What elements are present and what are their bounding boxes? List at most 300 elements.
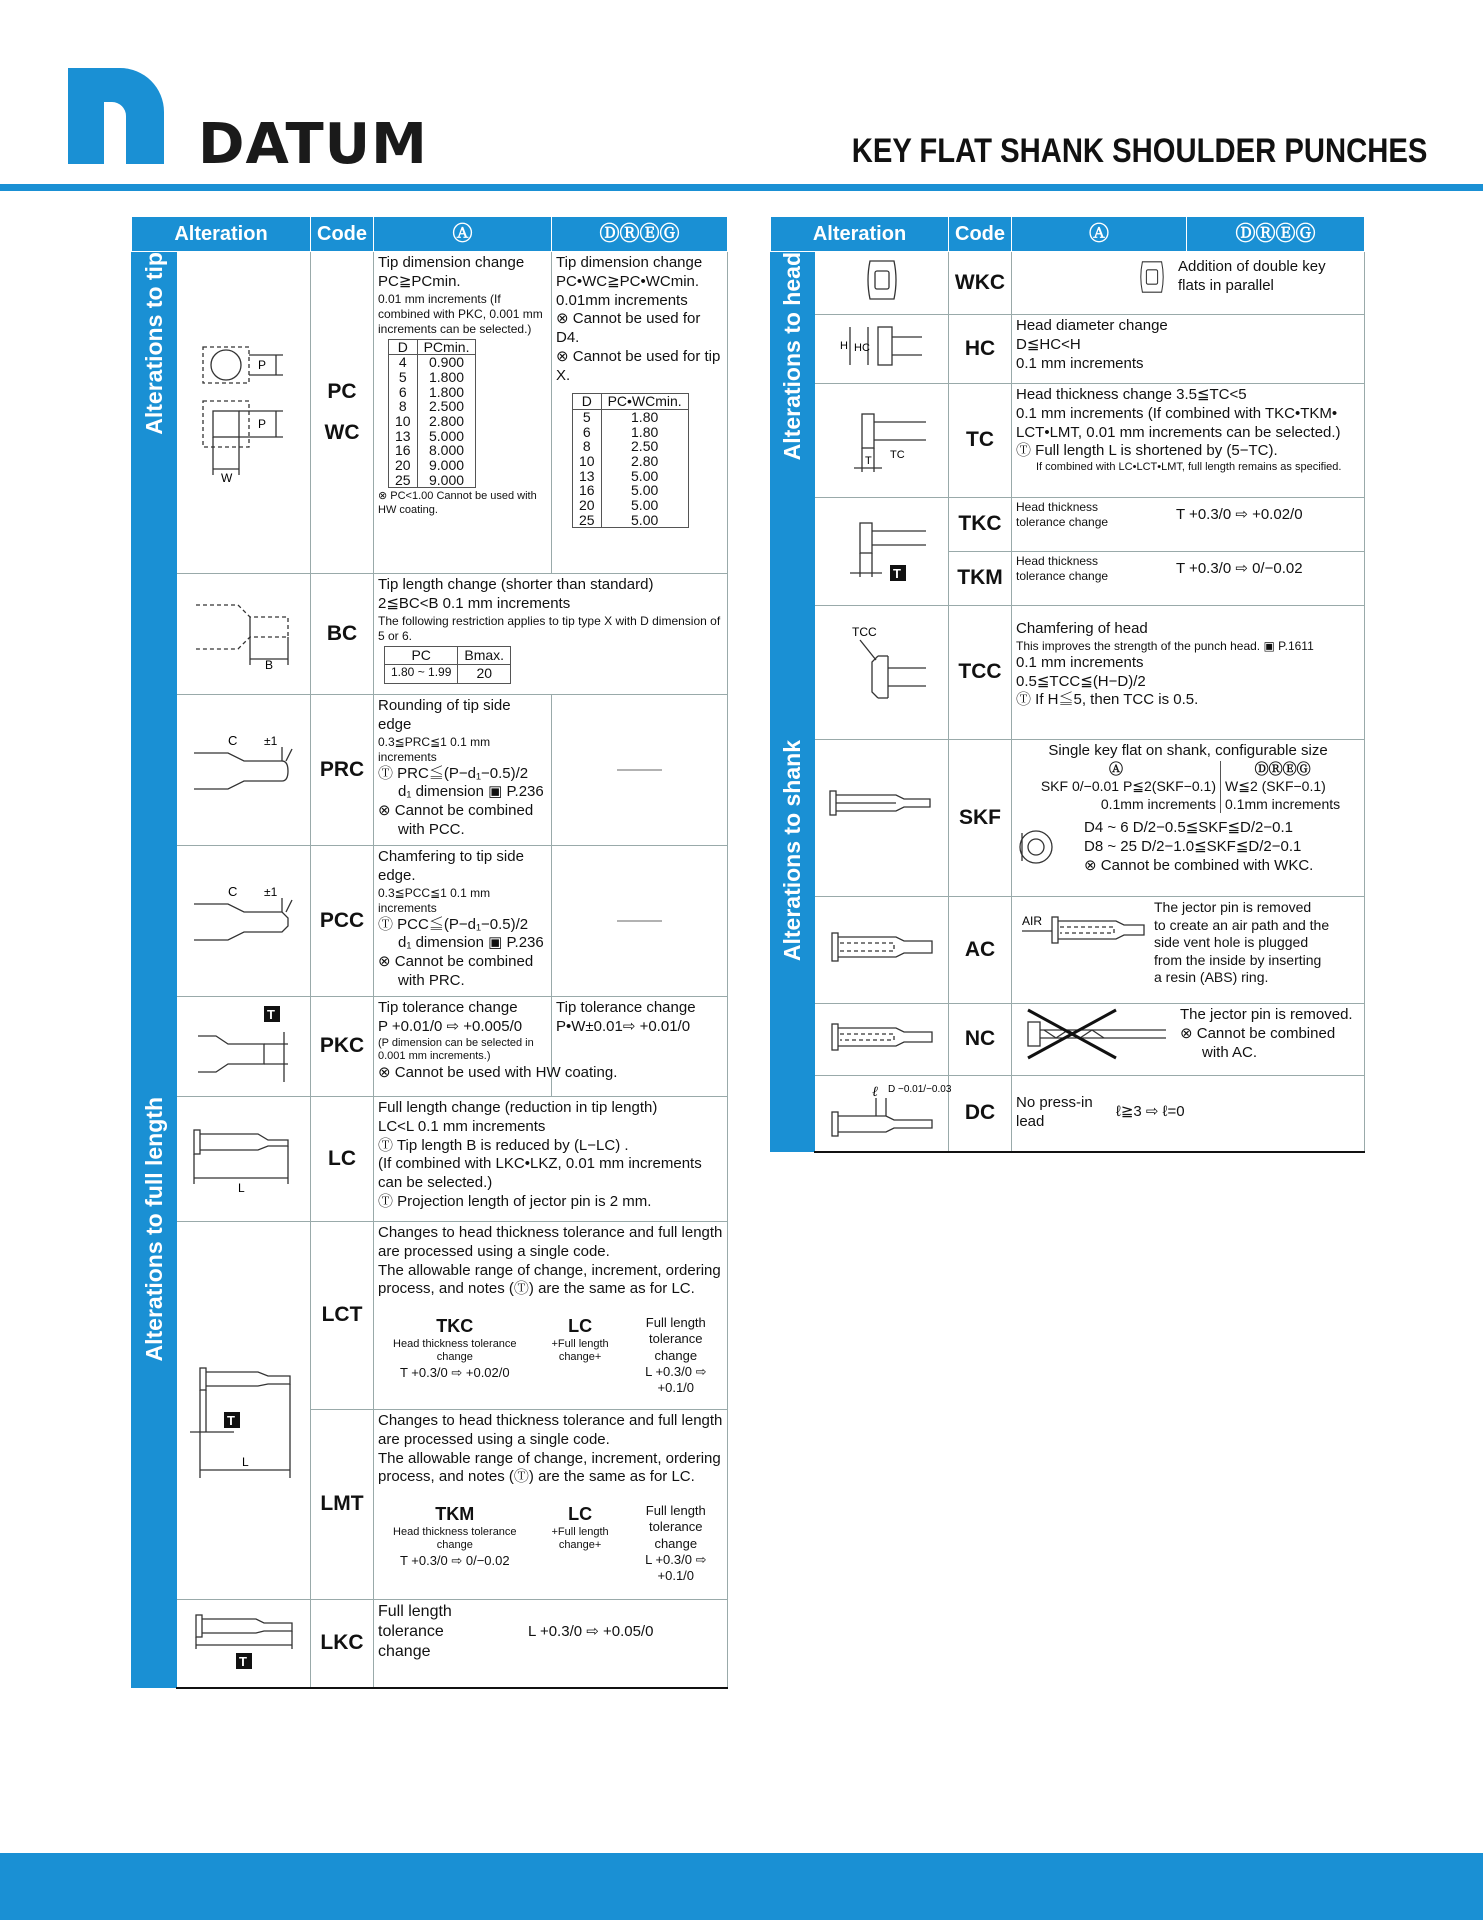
row-lkc bbox=[132, 1600, 728, 1688]
bc-table bbox=[384, 646, 511, 684]
pcwcmin-v-6: 5.00 bbox=[631, 497, 659, 514]
code-skf: SKF bbox=[949, 740, 1012, 897]
ac-line-4: from the inside by inserting bbox=[1154, 951, 1322, 968]
code-lc: LC bbox=[311, 1097, 374, 1222]
code-lkc: LKC bbox=[311, 1600, 374, 1688]
lc-line-2: LC<L 0.1 mm increments bbox=[378, 1117, 546, 1135]
pkc-col-b bbox=[552, 997, 728, 1097]
row-skf bbox=[771, 740, 1365, 897]
lct-line-4: process, and notes (Ⓣ) are the same as for LC. bbox=[378, 1280, 695, 1298]
pcmin-v-4: 2.800 bbox=[429, 412, 465, 429]
tkc-label bbox=[1016, 500, 1176, 530]
tkm-label bbox=[1016, 554, 1176, 584]
nc-line-3: with AC. bbox=[1202, 1043, 1258, 1061]
header-col-a-r: Ⓐ bbox=[1012, 217, 1187, 252]
pcc-small: 0.3≦PCC≦1 0.1 mm increments bbox=[378, 885, 491, 915]
fig-label-p: P bbox=[257, 357, 266, 372]
skf-col-a bbox=[1016, 761, 1221, 814]
tkc-value: T +0.3/0 ⇨ +0.02/0 bbox=[1176, 505, 1303, 523]
fig-label-c: C bbox=[227, 733, 237, 749]
tcc-figure bbox=[815, 606, 949, 740]
code-pkc: PKC bbox=[311, 997, 374, 1097]
row-wkc bbox=[771, 252, 1365, 315]
datum-logo-icon bbox=[68, 68, 164, 164]
row-bc bbox=[132, 574, 728, 695]
row-dc bbox=[771, 1076, 1365, 1152]
header-col-a: Ⓐ bbox=[374, 217, 552, 252]
skf-line-2: D8 ~ 25 D/2−1.0≦SKF≦D/2−0.1 bbox=[1084, 838, 1302, 855]
tkc-description bbox=[1012, 498, 1365, 552]
prc-line-2: Ⓣ PRC≦(P−d₁−0.5)/2 bbox=[378, 764, 529, 782]
pkc-a-line-1: Tip tolerance change bbox=[378, 999, 518, 1016]
head-tolerance-icon bbox=[832, 509, 932, 589]
pcmin-d-1: 5 bbox=[398, 368, 407, 385]
pc-wc-figure bbox=[177, 252, 311, 574]
row-lct bbox=[132, 1222, 728, 1410]
code-prc: PRC bbox=[311, 695, 374, 846]
lmt-description bbox=[374, 1410, 728, 1600]
lmt-part-tkm bbox=[378, 1503, 532, 1584]
pcwcmin-d-3: 10 bbox=[579, 453, 595, 469]
section-tip-bar bbox=[132, 252, 177, 1097]
air-vent-punch-icon bbox=[826, 917, 938, 977]
pcwcmin-d-2: 8 bbox=[582, 438, 591, 455]
header-rule bbox=[0, 184, 1483, 191]
section-tip-label: Alterations to tip bbox=[140, 252, 167, 435]
pcmin-d-2: 6 bbox=[398, 383, 407, 400]
fig-label-t: T bbox=[266, 1006, 275, 1022]
tcc-small: This improves the strength of the punch head. ▣ P.1611 bbox=[1016, 638, 1314, 653]
tkm-value: T +0.3/0 ⇨ 0/−0.02 bbox=[1176, 559, 1303, 577]
pcmin-head-v: PCmin. bbox=[417, 339, 476, 355]
fig-label-h: H bbox=[839, 340, 848, 353]
lkc-line-3: change bbox=[378, 1643, 431, 1660]
lct-lmt-figure bbox=[177, 1222, 311, 1600]
pcc-line-1: Chamfering to tip side edge. bbox=[378, 848, 524, 884]
jector-removed-icon bbox=[1016, 1006, 1176, 1062]
lct-k1-sub: Head thickness tolerance change bbox=[393, 1337, 517, 1364]
tc-line-4: Ⓣ Full length L is shortened by (5−TC). bbox=[1016, 442, 1278, 460]
tc-line-3: LCT•LMT, 0.01 mm increments can be selected.) bbox=[1016, 423, 1341, 441]
head-thickness-icon bbox=[832, 398, 932, 478]
pcc-line-5: with PRC. bbox=[398, 971, 465, 989]
prc-line-5: with PCC. bbox=[398, 820, 465, 838]
rounded-tip-punch-icon bbox=[188, 727, 300, 807]
lkc-line-1: Full length bbox=[378, 1603, 452, 1620]
pc-a-small-1: 0.01 mm increments (If bbox=[378, 291, 501, 306]
row-pc-wc bbox=[132, 252, 728, 574]
section-full-length-label: Alterations to full length bbox=[140, 1097, 167, 1362]
code-lct: LCT bbox=[311, 1222, 374, 1410]
fig-label-d: D −0.01/−0.03 bbox=[887, 1084, 951, 1096]
punch-tip-length-icon bbox=[188, 591, 300, 671]
lkc-figure bbox=[177, 1600, 311, 1688]
skf-col-b bbox=[1221, 761, 1340, 814]
lc-line-1: Full length change (reduction in tip length) bbox=[378, 1099, 658, 1116]
pcwcmin-v-3: 2.80 bbox=[631, 453, 659, 469]
code-ac: AC bbox=[949, 897, 1012, 1004]
tkm-description bbox=[1012, 552, 1365, 606]
row-nc bbox=[771, 1004, 1365, 1076]
bc-cell-bmax: 20 bbox=[458, 665, 511, 684]
fig-label-c2: C bbox=[227, 884, 237, 900]
wkc-figure bbox=[815, 252, 949, 315]
fig-label-t5: T bbox=[892, 565, 901, 581]
pcwcmin-d-6: 20 bbox=[579, 497, 595, 514]
skf-line-3: ⊗ Cannot be combined with WKC. bbox=[1084, 856, 1314, 874]
tcc-line-4: Ⓣ If H≦5, then TCC is 0.5. bbox=[1016, 691, 1199, 709]
lc-line-3: Ⓣ Tip length B is reduced by (L−LC) . bbox=[378, 1136, 629, 1154]
left-header-row bbox=[132, 217, 728, 252]
lct-part-ltol bbox=[629, 1315, 723, 1396]
ac-description bbox=[1012, 897, 1365, 1004]
lct-k3-sub: Full length tolerance change bbox=[645, 1315, 706, 1363]
footer-bar bbox=[0, 1853, 1483, 1920]
lkc-label bbox=[378, 1602, 528, 1662]
pcc-line-3: d₁ dimension ▣ P.236 bbox=[398, 934, 544, 952]
header-alteration-r: Alteration bbox=[771, 217, 949, 252]
header-col-b-r: ⒹⓇⒺⒼ bbox=[1187, 217, 1365, 252]
code-wc: WC bbox=[324, 420, 360, 444]
pcwcmin-rows bbox=[573, 409, 689, 528]
lmt-part-ltol bbox=[629, 1503, 723, 1584]
pc-b-line-4: ⊗ Cannot be used for D4. bbox=[556, 310, 701, 346]
dc-figure bbox=[815, 1076, 949, 1152]
pcc-figure bbox=[177, 846, 311, 997]
lc-figure bbox=[177, 1097, 311, 1222]
tcc-line-2: 0.1 mm increments bbox=[1016, 653, 1144, 671]
hc-line-1: Head diameter change bbox=[1016, 317, 1168, 334]
pcmin-d-4: 10 bbox=[395, 412, 411, 429]
lmt-k2-sub: +Full length change+ bbox=[551, 1525, 609, 1552]
lct-k1: TKC bbox=[436, 1316, 474, 1336]
code-pcc: PCC bbox=[311, 846, 374, 997]
skf-col-b-head: ⒹⓇⒺⒼ bbox=[1254, 760, 1311, 777]
fig-label-t2: T bbox=[226, 1412, 235, 1428]
pcwcmin-v-2: 2.50 bbox=[631, 438, 659, 455]
hc-description bbox=[1012, 315, 1365, 384]
pc-a-note: ⊗ PC<1.00 Cannot be used with HW coating. bbox=[378, 490, 537, 517]
dc-description bbox=[1012, 1076, 1365, 1152]
fig-label-t3: T bbox=[238, 1654, 247, 1670]
lc-line-5: can be selected.) bbox=[378, 1174, 493, 1191]
code-lmt: LMT bbox=[311, 1410, 374, 1600]
fig-label-t4: T bbox=[864, 454, 872, 467]
lmt-part-lc bbox=[532, 1503, 629, 1584]
skf-a-2: 0.1mm increments bbox=[1100, 795, 1216, 812]
lmt-k3-sub: Full length tolerance change bbox=[645, 1503, 706, 1551]
ac-text bbox=[1154, 899, 1329, 987]
lkc-line-2: tolerance bbox=[378, 1623, 444, 1640]
pkc-col-a bbox=[374, 997, 618, 1097]
tc-small: If combined with LC•LCT•LMT, full length remains as specified. bbox=[1036, 461, 1342, 473]
lct-line-3: The allowable range of change, increment, ordering bbox=[378, 1261, 721, 1279]
row-lc bbox=[132, 1097, 728, 1222]
pc-col-b bbox=[552, 252, 728, 574]
skf-a-1: SKF 0/−0.01 P≦2(SKF−0.1) bbox=[1040, 778, 1216, 795]
lmt-line-1: Changes to head thickness tolerance and full length bbox=[378, 1412, 723, 1429]
double-key-flat-icon bbox=[862, 257, 902, 303]
pkc-figure bbox=[177, 997, 311, 1097]
pcmin-head-d: D bbox=[389, 339, 418, 355]
pcmin-d-0: 4 bbox=[398, 354, 407, 371]
tcc-line-3: 0.5≦TCC≦(H−D)/2 bbox=[1016, 672, 1146, 690]
nc-line-1: The jector pin is removed. bbox=[1180, 1006, 1353, 1023]
lct-part-tkc bbox=[378, 1315, 532, 1396]
code-dc: DC bbox=[949, 1076, 1012, 1152]
code-bc: BC bbox=[311, 574, 374, 695]
pcmin-v-1: 1.800 bbox=[429, 368, 465, 385]
pc-b-line-2: PC•WC≧PC•WCmin. bbox=[556, 272, 700, 290]
row-tcc bbox=[771, 606, 1365, 740]
ac-line-2: to create an air path and the bbox=[1154, 916, 1330, 933]
lmt-k1-sub: Head thickness tolerance change bbox=[393, 1525, 517, 1552]
pcwcmin-v-4: 5.00 bbox=[631, 467, 659, 484]
pkc-b-line-2: P•W±0.01⇨ +0.01/0 bbox=[556, 1017, 691, 1035]
page-title: KEY FLAT SHANK SHOULDER PUNCHES bbox=[851, 132, 1427, 170]
press-in-lead-icon bbox=[826, 1078, 951, 1142]
left-alteration-table bbox=[131, 216, 728, 1689]
wkc-line-1: Addition of double key bbox=[1178, 258, 1326, 276]
pcc-col-b: ——— bbox=[552, 846, 728, 997]
row-ac bbox=[771, 897, 1365, 1004]
nc-text bbox=[1180, 1006, 1353, 1062]
air-path-icon bbox=[1016, 899, 1146, 959]
pcc-line-4: ⊗ Cannot be combined bbox=[378, 953, 534, 970]
fig-label-tol: ±1 bbox=[263, 734, 277, 749]
prc-col-a bbox=[374, 695, 552, 846]
pcwcmin-v-5: 5.00 bbox=[631, 482, 659, 499]
code-hc: HC bbox=[949, 315, 1012, 384]
fig-label-ell: ℓ bbox=[871, 1085, 878, 1101]
tkm-label-2: tolerance change bbox=[1016, 569, 1109, 583]
prc-line-4: ⊗ Cannot be combined bbox=[378, 802, 534, 819]
no-jector-punch-icon bbox=[826, 1012, 938, 1062]
hc-line-2: D≦HC<H bbox=[1016, 335, 1081, 353]
pcmin-v-7: 9.000 bbox=[429, 457, 465, 473]
fig-label-tcc: TCC bbox=[851, 624, 877, 639]
code-tc: TC bbox=[949, 384, 1012, 498]
lkc-value: L +0.3/0 ⇨ +0.05/0 bbox=[528, 1622, 654, 1640]
pcmin-v-6: 8.000 bbox=[429, 442, 465, 459]
skf-b-2: 0.1mm increments bbox=[1225, 795, 1341, 812]
header-col-b: ⒹⓇⒺⒼ bbox=[552, 217, 728, 252]
pcmin-d-8: 25 bbox=[395, 471, 411, 488]
lct-k3-val: L +0.3/0 ⇨ +0.1/0 bbox=[645, 1363, 707, 1395]
pcwcmin-table bbox=[572, 393, 689, 528]
fig-label-l: L bbox=[237, 1181, 245, 1196]
bc-small: The following restriction applies to tip type X with D dimension of 5 or 6. bbox=[378, 613, 721, 643]
pkc-a-line-2: P +0.01/0 ⇨ +0.005/0 bbox=[378, 1017, 523, 1035]
skf-col-a-head: Ⓐ bbox=[1109, 760, 1123, 777]
skf-figure bbox=[815, 740, 949, 897]
lmt-k1: TKM bbox=[435, 1504, 475, 1524]
pcwcmin-d-1: 6 bbox=[582, 423, 591, 440]
head-diameter-icon bbox=[832, 319, 932, 373]
brand-name: DATUM bbox=[198, 112, 428, 177]
chamfered-tip-punch-icon bbox=[188, 878, 300, 958]
lc-line-6: Ⓣ Projection length of jector pin is 2 mm. bbox=[378, 1192, 652, 1210]
fig-label-p2: P bbox=[257, 416, 266, 431]
pcc-col-a bbox=[374, 846, 552, 997]
pcwcmin-d-0: 5 bbox=[582, 408, 591, 425]
code-tcc: TCC bbox=[949, 606, 1012, 740]
nc-description bbox=[1012, 1004, 1365, 1076]
ac-line-3: side vent hole is plugged bbox=[1154, 934, 1309, 950]
ac-line-1: The jector pin is removed bbox=[1154, 899, 1312, 915]
pcmin-rows bbox=[389, 355, 476, 488]
pc-col-a bbox=[374, 252, 552, 574]
lct-description bbox=[374, 1222, 728, 1410]
prc-col-b: ——— bbox=[552, 695, 728, 846]
skf-b-1: W≦2 (SKF−0.1) bbox=[1225, 778, 1326, 795]
tkc-label-2: tolerance change bbox=[1016, 515, 1109, 529]
code-nc: NC bbox=[949, 1004, 1012, 1076]
code-pc: PC bbox=[327, 380, 357, 404]
lmt-line-3: The allowable range of change, increment, ordering bbox=[378, 1449, 721, 1467]
lmt-line-2: are processed using a single code. bbox=[378, 1430, 610, 1448]
code-pc-wc bbox=[311, 252, 374, 574]
section-shank-bar bbox=[771, 740, 815, 1152]
shank-section-icon bbox=[1016, 827, 1056, 867]
pc-a-line-2: PC≧PCmin. bbox=[378, 272, 461, 290]
bc-head-bmax: Bmax. bbox=[458, 646, 511, 665]
section-shank-label: Alterations to shank bbox=[779, 740, 806, 962]
pcwcmin-v-7: 5.00 bbox=[631, 511, 659, 528]
pcwcmin-v-0: 1.80 bbox=[631, 408, 659, 425]
pcwcmin-d-4: 13 bbox=[579, 467, 595, 484]
pcmin-d-3: 8 bbox=[398, 398, 407, 415]
lc-description bbox=[374, 1097, 728, 1222]
header-alteration: Alteration bbox=[132, 217, 311, 252]
pcwcmin-head-v: PC•WCmin. bbox=[601, 394, 688, 410]
pcwcmin-d-7: 25 bbox=[579, 511, 595, 528]
pc-b-line-1: Tip dimension change bbox=[556, 254, 703, 271]
pc-b-line-5: ⊗ Cannot be used for tip X. bbox=[556, 347, 721, 384]
fig-label-tol2: ±1 bbox=[263, 885, 277, 900]
code-wkc: WKC bbox=[949, 252, 1012, 315]
bc-description bbox=[374, 574, 728, 695]
skf-line-1: D4 ~ 6 D/2−0.5≦SKF≦D/2−0.1 bbox=[1084, 819, 1293, 837]
shank-key-flat-icon bbox=[826, 765, 938, 865]
pc-a-small-3: increments can be selected.) bbox=[378, 321, 532, 336]
tc-line-1: Head thickness change 3.5≦TC<5 bbox=[1016, 386, 1247, 403]
pcmin-v-8: 9.000 bbox=[429, 471, 465, 488]
tc-description bbox=[1012, 384, 1365, 498]
section-full-length-bar bbox=[132, 1097, 177, 1688]
row-tkc bbox=[771, 498, 1365, 552]
section-head-label: Alterations to head bbox=[779, 252, 806, 461]
nc-line-2: ⊗ Cannot be combined bbox=[1180, 1024, 1336, 1042]
row-hc bbox=[771, 315, 1365, 384]
dc-line-2: lead bbox=[1016, 1112, 1045, 1130]
fig-label-tc: TC bbox=[889, 448, 905, 461]
pcwcmin-v-1: 1.80 bbox=[631, 423, 659, 440]
bc-cell-pc: 1.80 ~ 1.99 bbox=[385, 665, 458, 684]
lct-k2: LC bbox=[568, 1316, 593, 1336]
pcwcmin-d-5: 16 bbox=[579, 482, 595, 499]
pkc-a-small: (P dimension can be selected in 0.001 mm increments.) bbox=[378, 1036, 534, 1063]
lct-part-lc bbox=[532, 1315, 629, 1396]
lct-k2-sub: +Full length change+ bbox=[551, 1337, 609, 1364]
lmt-line-4: process, and notes (Ⓣ) are the same as for LC. bbox=[378, 1468, 695, 1486]
code-tkm: TKM bbox=[949, 552, 1012, 606]
lc-line-4: (If combined with LKC•LKZ, 0.01 mm increments bbox=[378, 1155, 702, 1173]
prc-line-3: d₁ dimension ▣ P.236 bbox=[398, 783, 544, 801]
pcwcmin-head-d: D bbox=[573, 394, 602, 410]
pc-b-line-3: 0.01mm increments bbox=[556, 291, 688, 309]
tcc-line-1: Chamfering of head bbox=[1016, 620, 1148, 637]
lmt-k2: LC bbox=[568, 1504, 593, 1524]
dc-label bbox=[1016, 1094, 1116, 1132]
pcmin-d-7: 20 bbox=[395, 457, 411, 473]
fig-label-b: B bbox=[264, 658, 273, 673]
pcmin-v-0: 0.900 bbox=[429, 354, 465, 371]
section-head-bar bbox=[771, 252, 815, 740]
hc-figure bbox=[815, 315, 949, 384]
ac-figure bbox=[815, 897, 949, 1004]
row-tc bbox=[771, 384, 1365, 498]
header-code: Code bbox=[311, 217, 374, 252]
wkc-line-2: flats in parallel bbox=[1178, 277, 1274, 294]
code-tkc: TKC bbox=[949, 498, 1012, 552]
pcmin-d-6: 16 bbox=[395, 442, 411, 459]
pcmin-v-2: 1.800 bbox=[429, 383, 465, 400]
bc-head-pc: PC bbox=[385, 646, 458, 665]
header-code-r: Code bbox=[949, 217, 1012, 252]
tc-line-2: 0.1 mm increments (If combined with TKC•TKM• bbox=[1016, 404, 1338, 422]
row-pcc bbox=[132, 846, 728, 997]
right-header-row bbox=[771, 217, 1365, 252]
tkc-tkm-figure bbox=[815, 498, 949, 606]
punch-tip-dimension-icon bbox=[188, 335, 300, 485]
dc-value: ℓ≧3 ⇨ ℓ=0 bbox=[1116, 1103, 1185, 1121]
right-alteration-table bbox=[770, 216, 1365, 1153]
skf-title: Single key flat on shank, configurable size bbox=[1048, 742, 1328, 759]
full-length-punch-icon bbox=[188, 1118, 300, 1194]
double-key-flat-icon-2 bbox=[1136, 254, 1168, 300]
fig-label-w: W bbox=[220, 470, 232, 485]
head-and-length-punch-icon bbox=[186, 1328, 302, 1488]
lct-line-2: are processed using a single code. bbox=[378, 1242, 610, 1260]
lct-k1-val: T +0.3/0 ⇨ +0.02/0 bbox=[399, 1365, 510, 1380]
pcc-line-2: Ⓣ PCC≦(P−d₁−0.5)/2 bbox=[378, 915, 529, 933]
lmt-k1-val: T +0.3/0 ⇨ 0/−0.02 bbox=[399, 1553, 510, 1568]
tcc-description bbox=[1012, 606, 1365, 740]
lkc-description bbox=[374, 1600, 728, 1688]
fig-label-air: AIR bbox=[1022, 914, 1043, 928]
ac-line-5: a resin (ABS) ring. bbox=[1154, 969, 1269, 985]
tkm-label-1: Head thickness bbox=[1016, 554, 1099, 568]
tip-tolerance-punch-icon bbox=[188, 1002, 300, 1086]
pkc-b-line-1: Tip tolerance change bbox=[556, 999, 696, 1016]
wkc-description bbox=[1012, 252, 1365, 315]
row-pkc bbox=[132, 997, 728, 1097]
skf-description bbox=[1012, 740, 1365, 897]
pcmin-table bbox=[388, 339, 476, 489]
pc-a-small-2: combined with PKC, 0.001 mm bbox=[378, 306, 543, 321]
row-prc bbox=[132, 695, 728, 846]
dc-line-1: No press-in bbox=[1016, 1094, 1093, 1111]
length-tolerance-punch-icon bbox=[188, 1605, 300, 1675]
prc-figure bbox=[177, 695, 311, 846]
bc-line-2: 2≦BC<B 0.1 mm increments bbox=[378, 594, 571, 612]
prc-line-1: Rounding of tip side edge bbox=[378, 697, 511, 733]
bc-figure bbox=[177, 574, 311, 695]
bc-line-1: Tip length change (shorter than standard) bbox=[378, 576, 654, 593]
prc-small: 0.3≦PRC≦1 0.1 mm increments bbox=[378, 734, 491, 764]
pkc-a-note: ⊗ Cannot be used with HW coating. bbox=[378, 1064, 618, 1081]
